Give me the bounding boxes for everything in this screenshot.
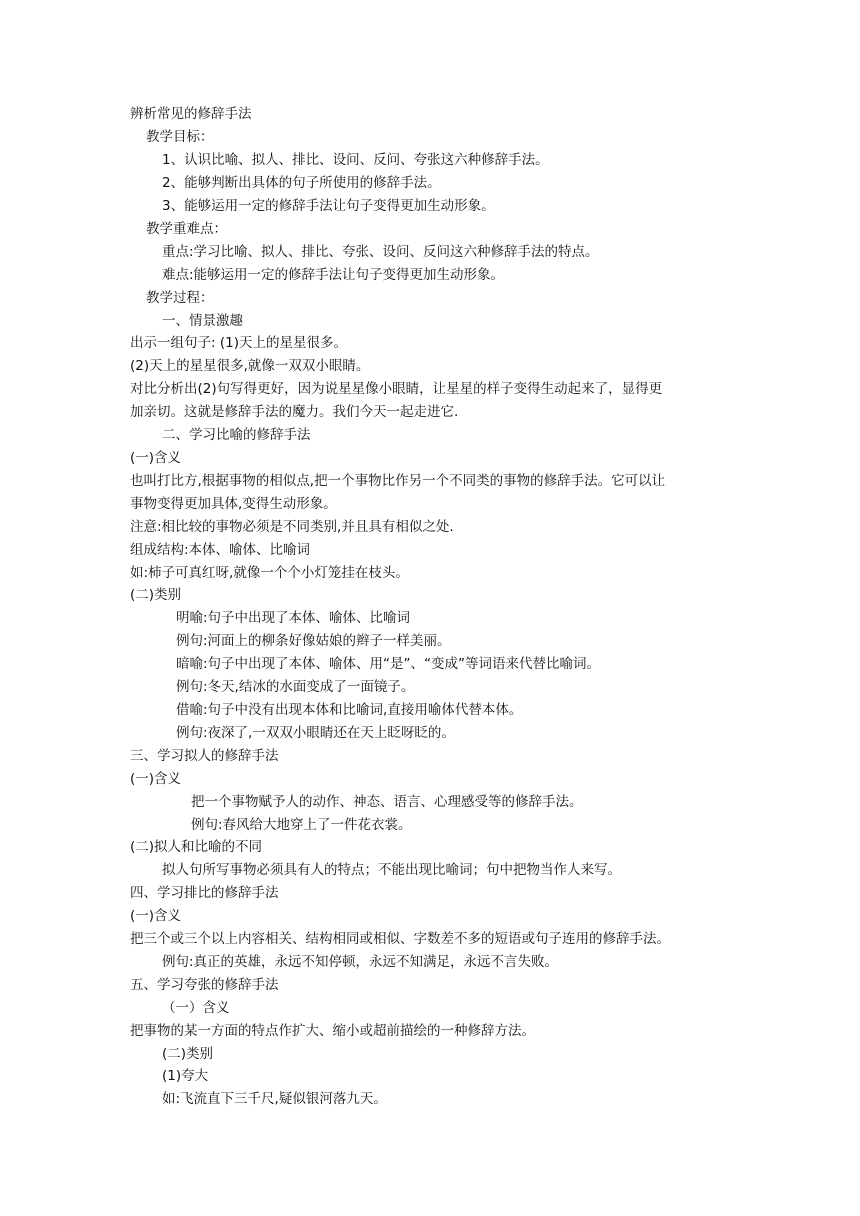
example-line: 例句:河面上的柳条好像姑娘的辫子一样美丽。: [176, 633, 451, 649]
example-line: 例句:真正的英雄，永远不知停顿，永远不知满足，永远不言失败。: [162, 954, 559, 970]
example-line: 例句:冬天,结冰的水面变成了一面镜子。: [176, 679, 415, 695]
section-heading: 四、学习排比的修辞手法: [130, 885, 279, 901]
paragraph-line: 对比分析出(2)句写得更好，因为说星星像小眼睛，让星星的样子变得生动起来了，显得更: [130, 381, 663, 397]
section-heading: 三、学习拟人的修辞手法: [130, 748, 279, 764]
section-heading-key-points: 教学重难点：: [146, 221, 227, 237]
paragraph-line: 注意:相比较的事物必须是不同类别,并且具有相似之处.: [130, 519, 454, 535]
paragraph-line: 把事物的某一方面的特点作扩大、缩小或超前描绘的一种修辞方法。: [130, 1023, 535, 1039]
objective-item: 1、认识比喻、拟人、排比、设问、反问、夸张这六种修辞手法。: [162, 152, 549, 168]
paragraph-line: 拟人句所写事物必须具有人的特点；不能出现比喻词；句中把物当作人来写。: [162, 862, 621, 878]
example-line: 例句:夜深了,一双双小眼睛还在天上眨呀眨的。: [176, 725, 455, 741]
category-line: 暗喻:句子中出现了本体、喻体、用“是”、“变成”等词语来代替比喻词。: [176, 656, 601, 672]
example-line: 如:飞流直下三千尺,疑似银河落九天。: [162, 1091, 387, 1107]
subsection-label: (一)含义: [130, 771, 182, 787]
subsection-label: （一）含义: [162, 1000, 230, 1016]
subsection-label: (二)类别: [162, 1046, 214, 1062]
subsection-label: (一)含义: [130, 450, 182, 466]
section-heading: 五、学习夸张的修辞手法: [130, 977, 279, 993]
subheading: 二、学习比喻的修辞手法: [162, 427, 311, 443]
section-heading-process: 教学过程：: [146, 290, 214, 306]
difficult-point: 难点:能够运用一定的修辞手法让句子变得更加生动形象。: [162, 267, 505, 283]
category-line: (1)夸大: [162, 1068, 209, 1084]
key-point: 重点:学习比喻、拟人、排比、夸张、设问、反问这六种修辞手法的特点。: [162, 244, 599, 260]
subsection-label: (二)拟人和比喻的不同: [130, 839, 263, 855]
paragraph-line: 出示一组句子: (1)天上的星星很多。: [130, 335, 347, 351]
objective-item: 3、能够运用一定的修辞手法让句子变得更加生动形象。: [162, 198, 495, 214]
category-line: 明喻:句子中出现了本体、喻体、比喻词: [176, 610, 411, 626]
document-title: 辨析常见的修辞手法: [130, 106, 252, 122]
paragraph-line: (2)天上的星星很多,就像一双双小眼睛。: [130, 358, 370, 374]
category-line: 借喻:句子中没有出现本体和比喻词,直接用喻体代替本体。: [176, 702, 523, 718]
paragraph-line: 事物变得更加具体,变得生动形象。: [130, 496, 337, 512]
subheading: 一、情景激趣: [162, 313, 243, 329]
example-line: 例句:春风给大地穿上了一件花衣裳。: [191, 817, 412, 833]
paragraph-line: 把三个或三个以上内容相关、结构相同或相似、字数差不多的短语或句子连用的修辞手法。: [130, 931, 670, 947]
section-heading-objectives: 教学目标：: [146, 129, 214, 145]
paragraph-line: 如:柿子可真红呀,就像一个个小灯笼挂在枝头。: [130, 565, 409, 581]
paragraph-line: 组成结构:本体、喻体、比喻词: [130, 542, 311, 558]
objective-item: 2、能够判断出具体的句子所使用的修辞手法。: [162, 175, 441, 191]
paragraph-line: 加亲切。这就是修辞手法的魔力。我们今天一起走进它.: [130, 404, 459, 420]
paragraph-line: 把一个事物赋予人的动作、神态、语言、心理感受等的修辞手法。: [191, 794, 583, 810]
subsection-label: (二)类别: [130, 587, 182, 603]
subsection-label: (一)含义: [130, 908, 182, 924]
paragraph-line: 也叫打比方,根据事物的相似点,把一个事物比作另一个不同类的事物的修辞手法。它可以让: [130, 473, 666, 489]
